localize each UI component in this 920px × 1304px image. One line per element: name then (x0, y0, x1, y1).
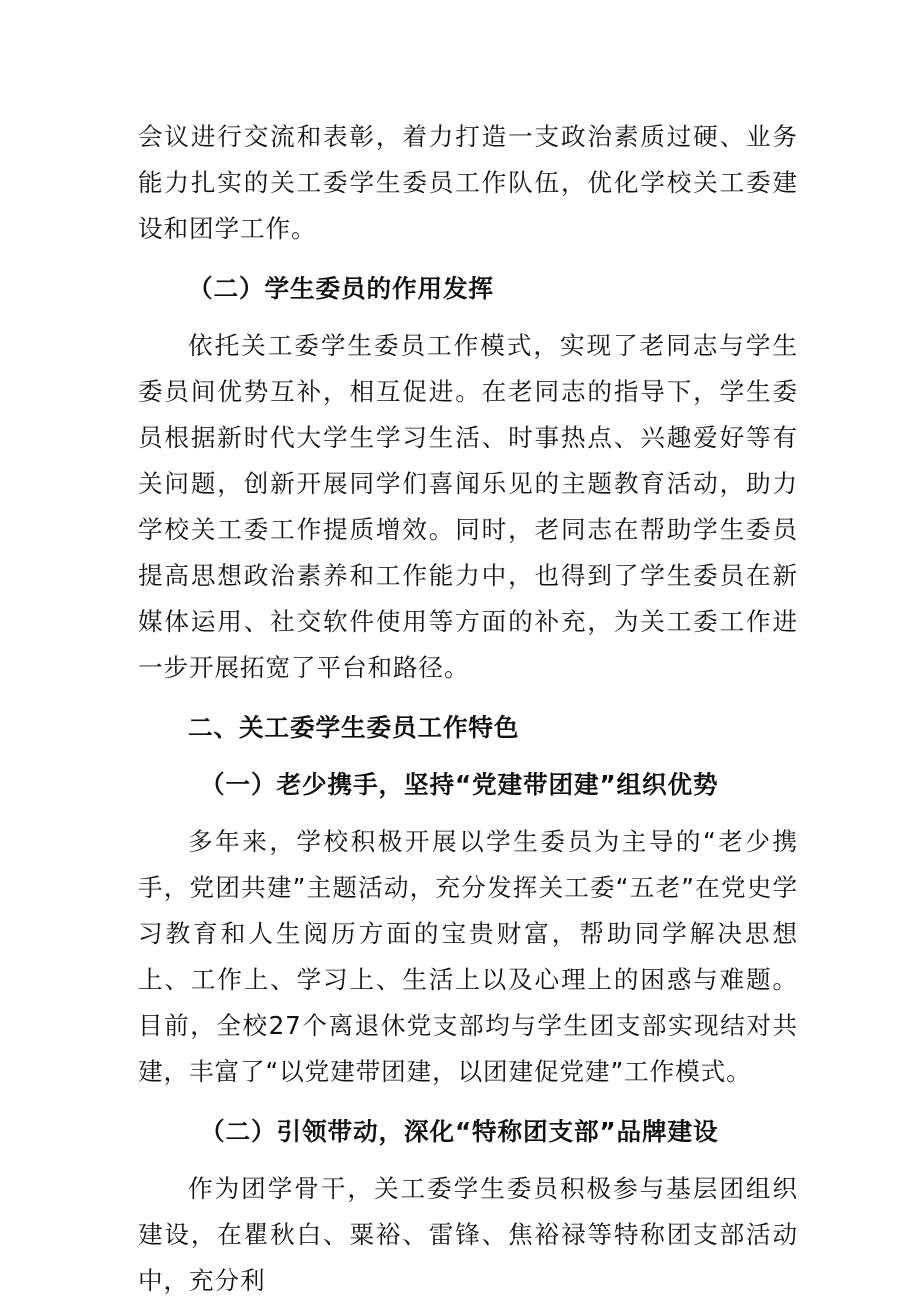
paragraph-old-young-hand-in-hand: 多年来，学校积极开展以学生委员为主导的“老少携手，党团共建”主题活动，充分发挥关工委“五老”在党史学习教育和人生阅历方面的宝贵财富，帮助同学解决思想上、工作上、学习上、生活上以及心理上的困惑与难题。目前，全校27个离退休党支部均与学生团支部实现结对共建，丰富了“以党建带团建，以团建促党建”工作模式。 (138, 827, 798, 1086)
subheading-old-young-hand-in-hand: （一）老少携手，坚持“党建带团建”组织优势 (200, 770, 719, 799)
subheading-lead-and-drive: （二）引领带动，深化“特称团支部”品牌建设 (200, 1117, 719, 1146)
subheading-student-member-role: （二）学生委员的作用发挥 (188, 274, 494, 303)
section-heading-work-features: 二、关工委学生委员工作特色 (188, 713, 520, 742)
paragraph-lead-and-drive: 作为团学骨干，关工委学生委员积极参与基层团组织建设，在瞿秋白、粟裕、雷锋、焦裕禄等特称团支部活动中，充分利 (138, 1174, 798, 1295)
paragraph-continued: 会议进行交流和表彰，着力打造一支政治素质过硬、业务能力扎实的关工委学生委员工作队伍，优化学校关工委建设和团学工作。 (138, 122, 798, 243)
paragraph-student-member-role: 依托关工委学生委员工作模式，实现了老同志与学生委员间优势互补，相互促进。在老同志的指导下，学生委员根据新时代大学生学习生活、时事热点、兴趣爱好等有关问题，创新开展同学们喜闻乐见的主题教育活动，助力学校关工委工作提质增效。同时，老同志在帮助学生委员提高思想政治素养和工作能力中，也得到了学生委员在新媒体运用、社交软件使用等方面的补充，为关工委工作进一步开展拓宽了平台和路径。 (138, 331, 798, 682)
document-body (138, 114, 798, 1304)
